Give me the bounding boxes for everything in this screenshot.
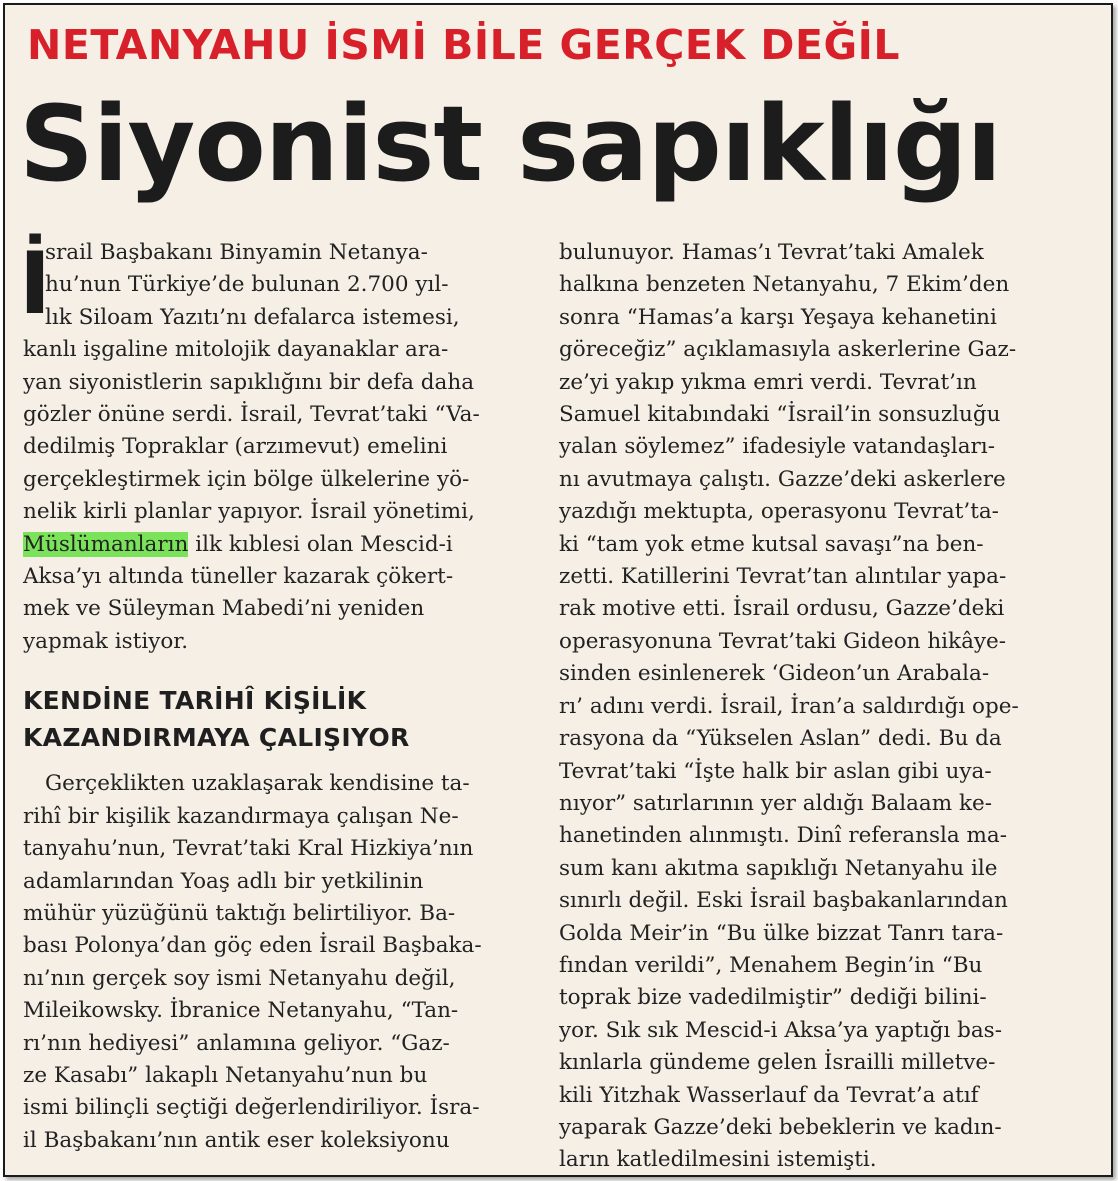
body-line: rak motive etti. İsrail ordusu, Gazze’deki bbox=[559, 596, 1005, 622]
subheading bbox=[23, 682, 535, 756]
highlight-line-rest: ilk kıblesi olan Mescid-i bbox=[188, 531, 453, 557]
body-line: kili Yitzhak Wasserlauf da Tevrat’a atıf bbox=[559, 1082, 979, 1108]
body-line: tanyahu’nun, Tevrat’taki Kral Hizkiya’nın bbox=[23, 836, 474, 862]
body-line: rasyona da “Yükselen Aslan” dedi. Bu da bbox=[559, 726, 1002, 752]
body-line: Golda Meir’in “Bu ülke bizzat Tanrı tara- bbox=[559, 920, 1004, 946]
body-line: rı’nın hediyesi” anlamına geliyor. “Gaz- bbox=[23, 1030, 450, 1056]
body-line: sum kanı akıtma sapıklığı Netanyahu ile bbox=[559, 855, 998, 881]
body-line: yalan söylemez” ifadesiyle vatandaşları- bbox=[559, 434, 995, 460]
kicker-headline: NETANYAHU İSMİ BİLE GERÇEK DEĞİL bbox=[27, 21, 900, 69]
body-line: Samuel kitabındaki “İsrail’in sonsuzluğu bbox=[559, 402, 1001, 428]
intro-line: dedilmiş Topraklar (arzımevut) emelini bbox=[23, 434, 448, 460]
drop-cap: İ bbox=[19, 234, 51, 334]
body-line: yaparak Gazze’deki bebeklerin ve kadın- bbox=[559, 1114, 1002, 1140]
body-line: operasyonuna Tevrat’taki Gideon hikâye- bbox=[559, 628, 1007, 654]
body-line: nı avutmaya çalıştı. Gazze’deki askerlere bbox=[559, 466, 1006, 492]
body-line: Tevrat’taki “İşte halk bir aslan gibi uya- bbox=[559, 758, 992, 784]
intro-line: gerçekleştirmek için bölge ülkelerine yö- bbox=[23, 466, 470, 492]
body-line: nı’nın gerçek soy ismi Netanyahu değil, bbox=[23, 965, 456, 991]
subheading-line: KAZANDIRMAYA ÇALIŞIYOR bbox=[23, 723, 410, 753]
body-line: halkına benzeten Netanyahu, 7 Ekim’den bbox=[559, 272, 1010, 298]
body-line: ki “tam yok etme kutsal savaşı”na ben- bbox=[559, 531, 984, 557]
intro-line: Aksa’yı altında tüneller kazarak çökert- bbox=[23, 564, 454, 590]
body-line: göreceğiz” açıklamasıyla askerlerine Gaz- bbox=[559, 337, 1017, 363]
intro-line: kanlı işgaline mitolojik dayanaklar ara- bbox=[23, 337, 449, 363]
main-headline: Siyonist sapıklığı bbox=[19, 83, 1002, 205]
body-line: bulunuyor. Hamas’ı Tevrat’taki Amalek bbox=[559, 240, 984, 265]
body-line: kınlarla gündeme gelen İsrailli milletve- bbox=[559, 1050, 996, 1076]
body-line: sınırlı değil. Eski İsrail başbakanlarından bbox=[559, 888, 1008, 914]
body-line: il Başbakanı’nın antik eser koleksiyonu bbox=[23, 1127, 450, 1153]
body-line: yazdığı mektupta, operasyonu Tevrat’ta- bbox=[559, 499, 999, 525]
body-line: adamlarından Yoaş adlı bir yetkilinin bbox=[23, 868, 424, 894]
right-column bbox=[559, 237, 1091, 1177]
body-line: ze’yi yakıp yıkma emri verdi. Tevrat’ın bbox=[559, 369, 977, 395]
intro-line: gözler önüne serdi. İsrail, Tevrat’taki “Va- bbox=[23, 402, 480, 428]
body-line: zetti. Katillerini Tevrat’tan alıntılar yapa- bbox=[559, 564, 1007, 590]
body-paragraph-right bbox=[559, 237, 1091, 1177]
newspaper-clipping bbox=[3, 3, 1113, 1177]
intro-line: hu’nun Türkiye’de bulunan 2.700 yıl- bbox=[45, 272, 449, 298]
body-line: ze Kasabı” lakaplı Netanyahu’nun bu bbox=[23, 1062, 428, 1088]
intro-line: yapmak istiyor. bbox=[23, 628, 189, 654]
intro-line: yan siyonistlerin sapıklığını bir defa daha bbox=[23, 369, 475, 395]
intro-line: nelik kirli planlar yapıyor. İsrail yönetimi, bbox=[23, 499, 475, 525]
body-line: toprak bize vadedilmiştir” dediği bilini- bbox=[559, 985, 987, 1011]
left-column bbox=[19, 234, 535, 1157]
body-line: mühür yüzüğünü taktığı belirtiliyor. Ba- bbox=[23, 900, 456, 926]
body-line: rihî bir kişilik kazandırmaya çalışan Ne- bbox=[23, 803, 459, 829]
body-paragraph-left bbox=[23, 768, 535, 1157]
body-line: nıyor” satırlarının yer aldığı Balaam ke- bbox=[559, 790, 992, 816]
intro-line: mek ve Süleyman Mabedi’ni yeniden bbox=[23, 596, 425, 622]
body-line: fından verildi”, Menahem Begin’in “Bu bbox=[559, 952, 983, 978]
body-line: sonra “Hamas’a karşı Yeşaya kehanetini bbox=[559, 304, 997, 330]
intro-paragraph bbox=[19, 234, 535, 658]
intro-line: lık Siloam Yazıtı’nı defalarca istemesi, bbox=[45, 304, 460, 330]
highlighted-word: Müslümanların bbox=[23, 531, 189, 557]
body-line: rı’ adını verdi. İsrail, İran’a saldırdığı ope- bbox=[559, 693, 1019, 719]
intro-line-highlighted bbox=[23, 529, 535, 561]
intro-line: srail Başbakanı Binyamin Netanya- bbox=[45, 240, 428, 265]
body-line: bası Polonya’dan göç eden İsrail Başbaka- bbox=[23, 933, 482, 959]
subheading-line: KENDİNE TARİHÎ KİŞİLİK bbox=[23, 686, 367, 716]
body-line: ismi bilinçli seçtiği değerlendiriliyor. İsra- bbox=[23, 1095, 480, 1121]
body-line: Mileikowsky. İbranice Netanyahu, “Tan- bbox=[23, 998, 459, 1024]
body-line: hanetinden alınmıştı. Dinî referansla ma- bbox=[559, 823, 1007, 849]
body-line: ların katledilmesini istemişti. bbox=[559, 1147, 877, 1173]
body-line: yor. Sık sık Mescid-i Aksa’ya yaptığı bas- bbox=[559, 1017, 1002, 1043]
body-line: sinden esinlenerek ‘Gideon’un Arabala- bbox=[559, 661, 990, 687]
body-line: Gerçeklikten uzaklaşarak kendisine ta- bbox=[45, 771, 470, 797]
